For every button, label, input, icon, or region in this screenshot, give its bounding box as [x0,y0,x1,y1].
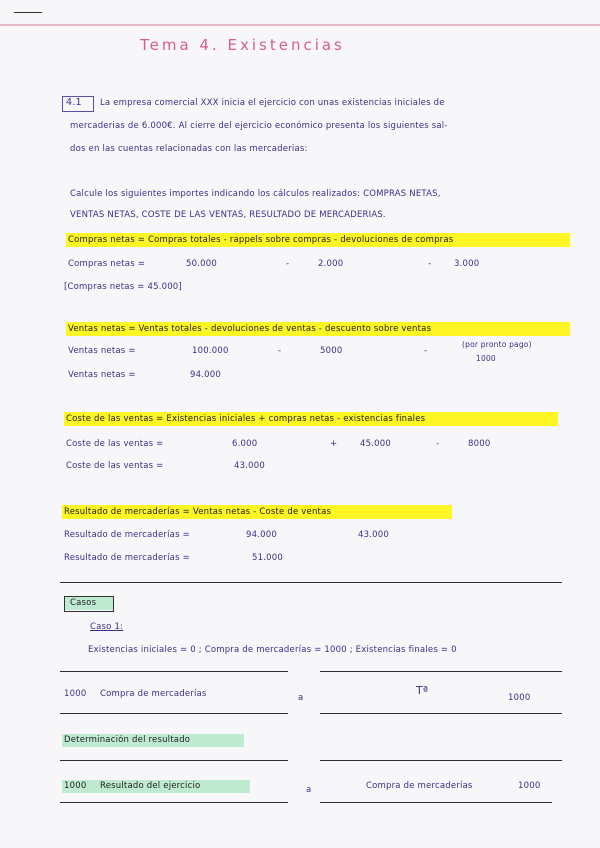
caso1-heading: Caso 1: [90,622,124,632]
ventas-row1-op1: - [278,346,282,356]
top-margin-line [0,24,600,26]
ventas-row1-v1: 100.000 [192,346,229,356]
determinacion-heading: Determinación del resultado [64,735,191,745]
task-line-1: Calcule los siguientes importes indicando los cálculos realizados: COMPRAS NETAS, [70,189,441,199]
coste-row2-value: 43.000 [234,461,265,471]
ventas-row1-v3: 1000 [476,354,496,363]
compras-row1-op2: - [428,259,432,269]
compras-result: [Compras netas = 45.000] [64,282,182,292]
resultado-row1-v1: 94.000 [246,530,277,540]
journal-line-4-left [60,802,288,803]
coste-row1-label: Coste de las ventas = [66,439,164,449]
journal-line-1-left [60,671,288,672]
entry2-right-amount: 1000 [518,781,541,791]
ventas-row1-label: Ventas netas = [68,346,136,356]
coste-row2-label: Coste de las ventas = [66,461,164,471]
journal-line-2-left [60,713,288,714]
entry1-right-account: Tª [416,684,429,697]
entry1-a: a [298,693,304,703]
coste-row1-v2: 45.000 [360,439,391,449]
entry1-account: Compra de mercaderías [100,689,207,699]
resultado-row2-value: 51.000 [252,553,283,563]
ventas-row1-v2: 5000 [320,346,343,356]
resultado-formula: Resultado de mercaderías = Ventas netas - Coste de ventas [64,507,332,517]
compras-formula: Compras netas = Compras totales - rappels sobre compras - devoluciones de compras [68,235,454,245]
ventas-row2-value: 94.000 [190,370,221,380]
entry2-right-account: Compra de mercaderías [366,781,473,791]
resultado-row2-label: Resultado de mercaderías = [64,553,190,563]
ventas-formula: Ventas netas = Ventas totales - devoluciones de ventas - descuento sobre ventas [68,324,432,334]
journal-line-3-right [320,760,562,761]
entry2-a: a [306,785,312,795]
ventas-note: (por pronto pago) [462,340,532,349]
entry2-account: Resultado del ejercicio [100,781,201,791]
caso1-text: Existencias iniciales = 0 ; Compra de mercaderías = 1000 ; Existencias finales = 0 [88,645,457,655]
page-title: Tema 4. Existencias [140,36,345,54]
journal-line-3-left [60,760,288,761]
coste-row1-v1: 6.000 [232,439,258,449]
exercise-line-2: mercaderias de 6.000€. Al cierre del ejercicio económico presenta los siguientes sal- [70,121,448,131]
ventas-row2-label: Ventas netas = [68,370,136,380]
corner-mark [14,12,42,13]
section-divider [60,582,562,583]
compras-row1-v2: 2.000 [318,259,344,269]
entry1-amount: 1000 [64,689,87,699]
coste-row1-v3: 8000 [468,439,491,449]
journal-line-4-right [320,802,552,803]
ventas-row1-op2: - [424,346,428,356]
coste-row1-op2: - [436,439,440,449]
resultado-row1-v2: 43.000 [358,530,389,540]
coste-formula: Coste de las ventas = Existencias iniciales + compras netas - existencias finales [66,414,426,424]
coste-row1-op1: + [330,439,338,449]
exercise-number: 4.1 [66,97,82,108]
compras-row1-v1: 50.000 [186,259,217,269]
entry2-amount: 1000 [64,781,87,791]
journal-line-1-right [320,671,562,672]
compras-row1-label: Compras netas = [68,259,146,269]
casos-heading: Casos [70,598,97,608]
resultado-row1-label: Resultado de mercaderías = [64,530,190,540]
task-line-2: VENTAS NETAS, COSTE DE LAS VENTAS, RESULTADO DE MERCADERIAS. [70,210,386,220]
compras-row1-v3: 3.000 [454,259,480,269]
exercise-line-3: dos en las cuentas relacionadas con las mercaderias: [70,144,308,154]
journal-line-2-right [320,713,562,714]
entry1-right-amount: 1000 [508,693,531,703]
exercise-line-1: La empresa comercial XXX inicia el ejercicio con unas existencias iniciales de [100,98,445,108]
compras-row1-op1: - [286,259,290,269]
